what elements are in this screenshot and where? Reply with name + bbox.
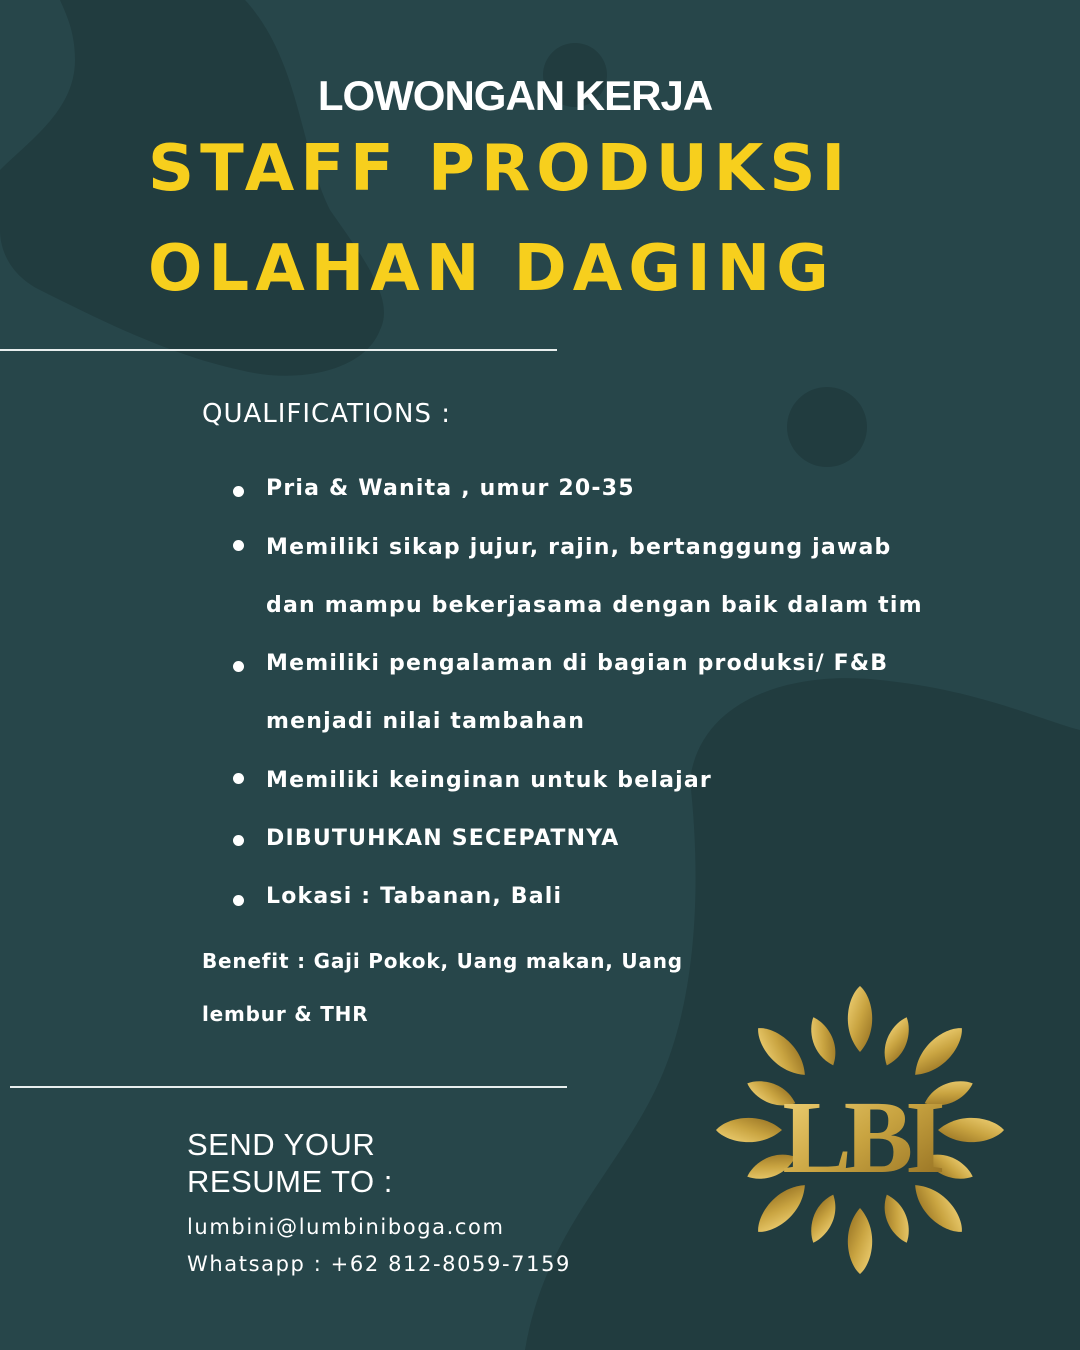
qualification-text: Lokasi : Tabanan, Bali [266,884,563,909]
leaf-petal-icon [804,1014,842,1070]
divider-top [0,349,557,351]
job-vacancy-kicker: LOWONGAN KERJA [317,72,713,119]
qualifications-heading: QUALIFICATIONS : [202,399,451,429]
bullet-icon [233,661,244,672]
leaf-petal-icon [848,1208,872,1274]
qualification-text: Memiliki pengalaman di bagian produksi/ F&B [266,651,889,676]
small-circle-mid [787,387,867,467]
benefit-line-1: Benefit : Gaji Pokok, Uang makan, Uang [202,949,683,973]
divider-bottom [10,1086,567,1088]
leaf-petal-icon [716,1118,782,1142]
lbi-logo-icon [712,982,1008,1278]
whatsapp-number[interactable]: Whatsapp : +62 812-8059-7159 [187,1252,571,1276]
benefit-text [202,935,762,1041]
send-resume-line-1: SEND YOUR [187,1127,376,1162]
benefit-line-2: lembur & THR [202,1002,369,1026]
qualification-text-continued: menjadi nilai tambahan [266,709,586,734]
logo-lettering: LBI [782,1080,938,1195]
send-resume-heading [187,1126,393,1200]
bullet-icon [233,540,244,551]
email-address[interactable]: lumbini@lumbiniboga.com [187,1215,505,1239]
leaf-petal-icon [804,1191,842,1247]
leaf-petal-icon [750,1020,814,1084]
qualification-text: DIBUTUHKAN SECEPATNYA [266,826,620,851]
job-title-line-1: STAFF PRODUKSI [148,132,852,206]
bullet-icon [233,773,244,784]
leaf-petal-icon [878,1191,916,1247]
leaf-petal-icon [938,1118,1004,1142]
job-title-line-2: OLAHAN DAGING [148,232,835,306]
qualification-text-continued: dan mampu bekerjasama dengan baik dalam tim [266,593,923,618]
leaf-petal-icon [907,1020,971,1084]
send-resume-line-2: RESUME TO : [187,1164,393,1199]
leaf-petal-icon [848,986,872,1052]
bullet-icon [233,895,244,906]
qualification-text: Memiliki sikap jujur, rajin, bertanggung jawab [266,535,892,560]
bullet-icon [233,835,244,846]
bullet-icon [233,486,244,497]
qualification-text: Pria & Wanita , umur 20-35 [266,476,635,501]
leaf-petal-icon [878,1014,916,1070]
qualification-text: Memiliki keinginan untuk belajar [266,768,712,793]
